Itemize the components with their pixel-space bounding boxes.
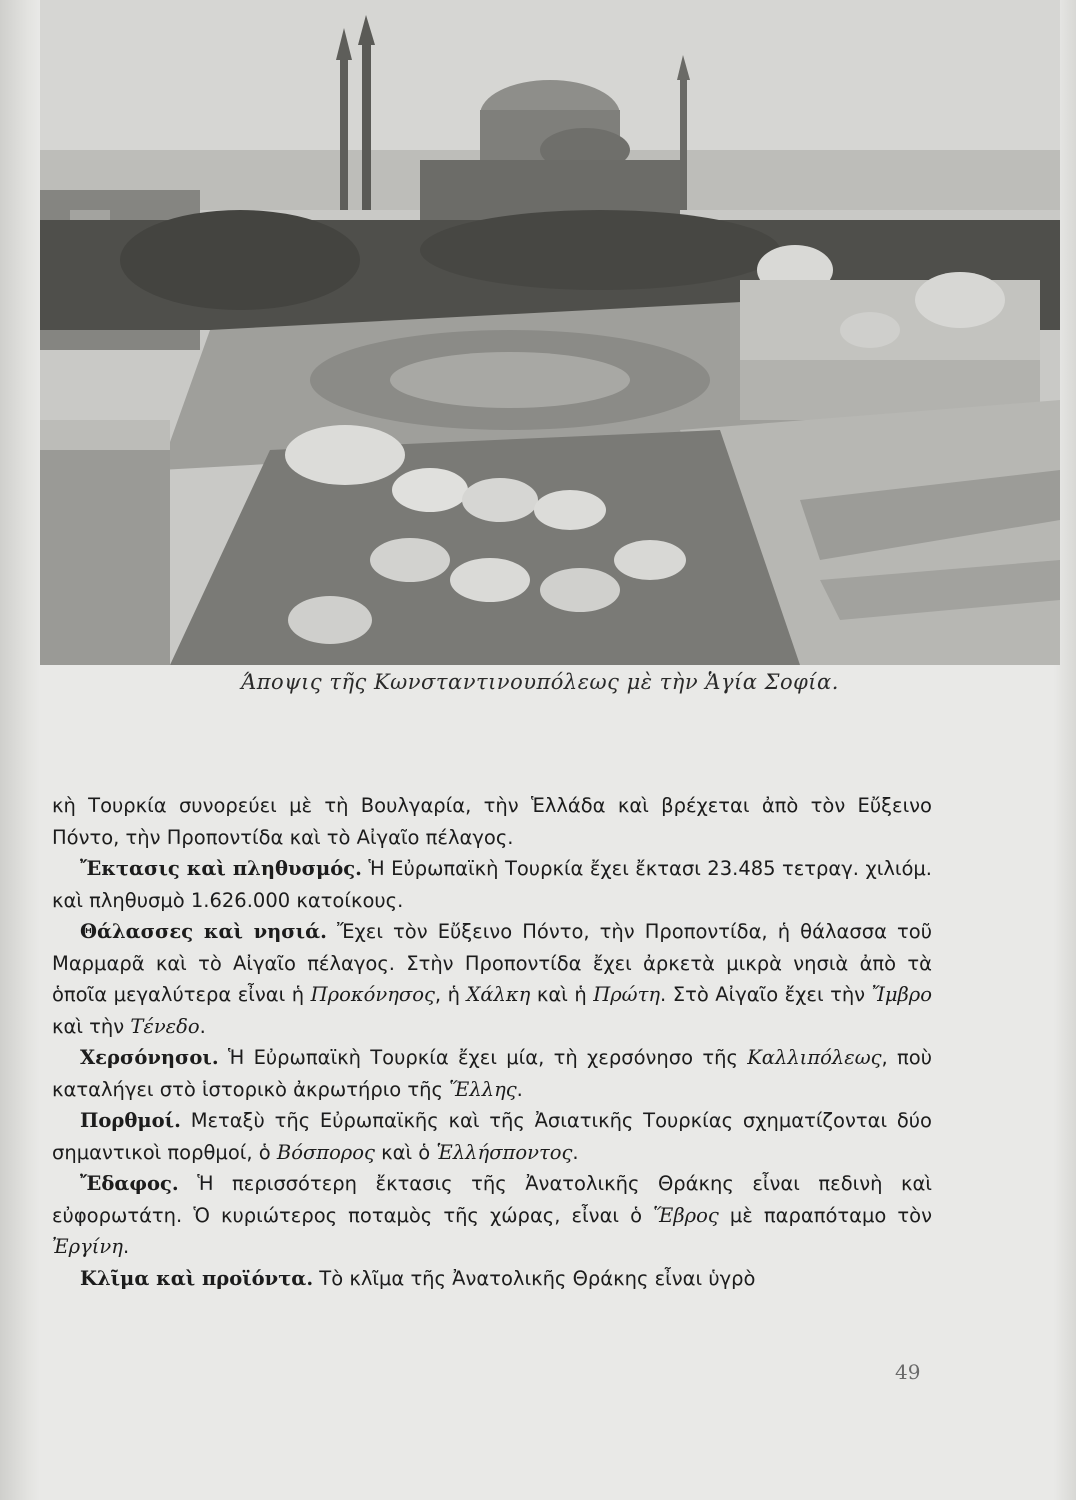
section-heading: Ἔκτασις καὶ πληθυσμός. <box>80 857 362 880</box>
paragraph-text: κὴ Τουρκία συνορεύει μὲ τὴ Βουλγαρία, τὴν Ἑλλάδα καὶ βρέχεται ἀπὸ τὸν Εὔξεινο Πόντο, τὴν Προποντίδα καὶ τὸ Αἰγαῖο πέλαγος. <box>52 794 932 849</box>
place-name: Ἕλλης <box>449 1077 517 1101</box>
paragraph-terrain <box>52 1168 932 1263</box>
place-name: Πρώτη <box>593 983 661 1006</box>
section-heading: Χερσόνησοι. <box>80 1046 219 1069</box>
paragraph-text: Μεταξὺ τῆς Εὐρωπαϊκῆς καὶ τῆς Ἀσιατικῆς Τουρκίας σχηματίζονται δύο σημαντικοὶ πορθμοί, ὁ <box>52 1109 932 1164</box>
place-name: Τένεδο <box>130 1014 200 1038</box>
place-name: Χάλκη <box>466 983 531 1006</box>
paragraph-text: καὶ ὁ <box>374 1140 437 1164</box>
constantinople-photo <box>40 0 1060 665</box>
place-name: Ἕβρος <box>653 1203 719 1227</box>
body-text <box>52 790 932 1294</box>
paragraph-text: Ἡ περισσότερη ἔκτασις τῆς Ἀνατολικῆς Θράκης εἶναι πεδινὴ καὶ εὐφορωτάτη. Ὁ κυριώτερος ποταμὸς τῆς χώρας, εἶναι ὁ <box>52 1172 932 1227</box>
section-heading: Ἔδαφος. <box>80 1172 179 1195</box>
binding-shadow <box>0 0 40 1500</box>
paragraph-text: . <box>122 1235 130 1258</box>
place-name: Ἑλλήσποντος <box>436 1140 573 1164</box>
place-name: Καλλιπόλεως <box>747 1046 882 1069</box>
paragraph-text: . <box>516 1077 523 1101</box>
paragraph-text: καὶ ἡ <box>530 983 594 1006</box>
paragraph-text: μὲ παραπόταμο τὸν <box>718 1203 932 1227</box>
paragraph-text: , ἡ <box>434 983 467 1006</box>
paragraph-straits <box>52 1105 932 1168</box>
paragraph-text: . <box>199 1014 206 1038</box>
paragraph-text: καὶ τὴν <box>52 1014 131 1038</box>
paragraph-text: Τὸ κλῖμα τῆς Ἀνατολικῆς Θράκης εἶναι ὑγρὸ <box>313 1266 756 1290</box>
paragraph-text: , ποὺ καταλήγει στὸ ἱστορικὸ ἀκρωτήριο τῆς <box>52 1046 932 1101</box>
photo-caption: Άποψις τῆς Κωνσταντινουπόλεως μὲ τὴν Ἁγία Σοφία. <box>241 670 839 694</box>
place-name: Βόσπορος <box>276 1140 375 1164</box>
section-heading: Πορθμοί. <box>80 1109 181 1132</box>
paragraph-borders <box>52 790 932 853</box>
page-number: 49 <box>895 1360 921 1384</box>
paragraph-text: Ἔχει τὸν Εὔξεινο Πόντο, τὴν Προποντίδα, ἡ θάλασσα τοῦ Μαρμαρᾶ καὶ τὸ Αἰγαῖο πέλαγος. Στὴν Προποντίδα ἔχει ἀρκετὰ μικρὰ νησιὰ ἀπὸ τὰ ὁποῖα μεγαλύτερα εἶναι ἡ <box>52 920 932 1006</box>
paragraph-area-population <box>52 853 932 916</box>
paragraph-text: Ἡ Εὐρωπαϊκὴ Τουρκία ἔχει ἔκτασι 23.485 τετραγ. χιλιόμ. καὶ πληθυσμὸ 1.626.000 κατοίκους. <box>52 857 932 912</box>
place-name: Ἐργίνη <box>52 1235 123 1258</box>
paragraph-climate <box>52 1263 932 1295</box>
place-name: Προκόνησος <box>310 983 435 1006</box>
paragraph-peninsulas <box>52 1042 932 1105</box>
section-heading: Κλῖμα καὶ προϊόντα. <box>80 1266 314 1290</box>
paragraph-text: Ἡ Εὐρωπαϊκὴ Τουρκία ἔχει μία, τὴ χερσόνησο τῆς <box>218 1046 748 1069</box>
section-heading: Θάλασσες καὶ νησιά. <box>80 920 327 943</box>
paragraph-text: . <box>572 1140 579 1164</box>
paragraph-seas-islands <box>52 916 932 1042</box>
place-name: Ἴμβρο <box>871 983 932 1006</box>
paragraph-text: . Στὸ Αἰγαῖο ἔχει τὴν <box>660 983 872 1006</box>
